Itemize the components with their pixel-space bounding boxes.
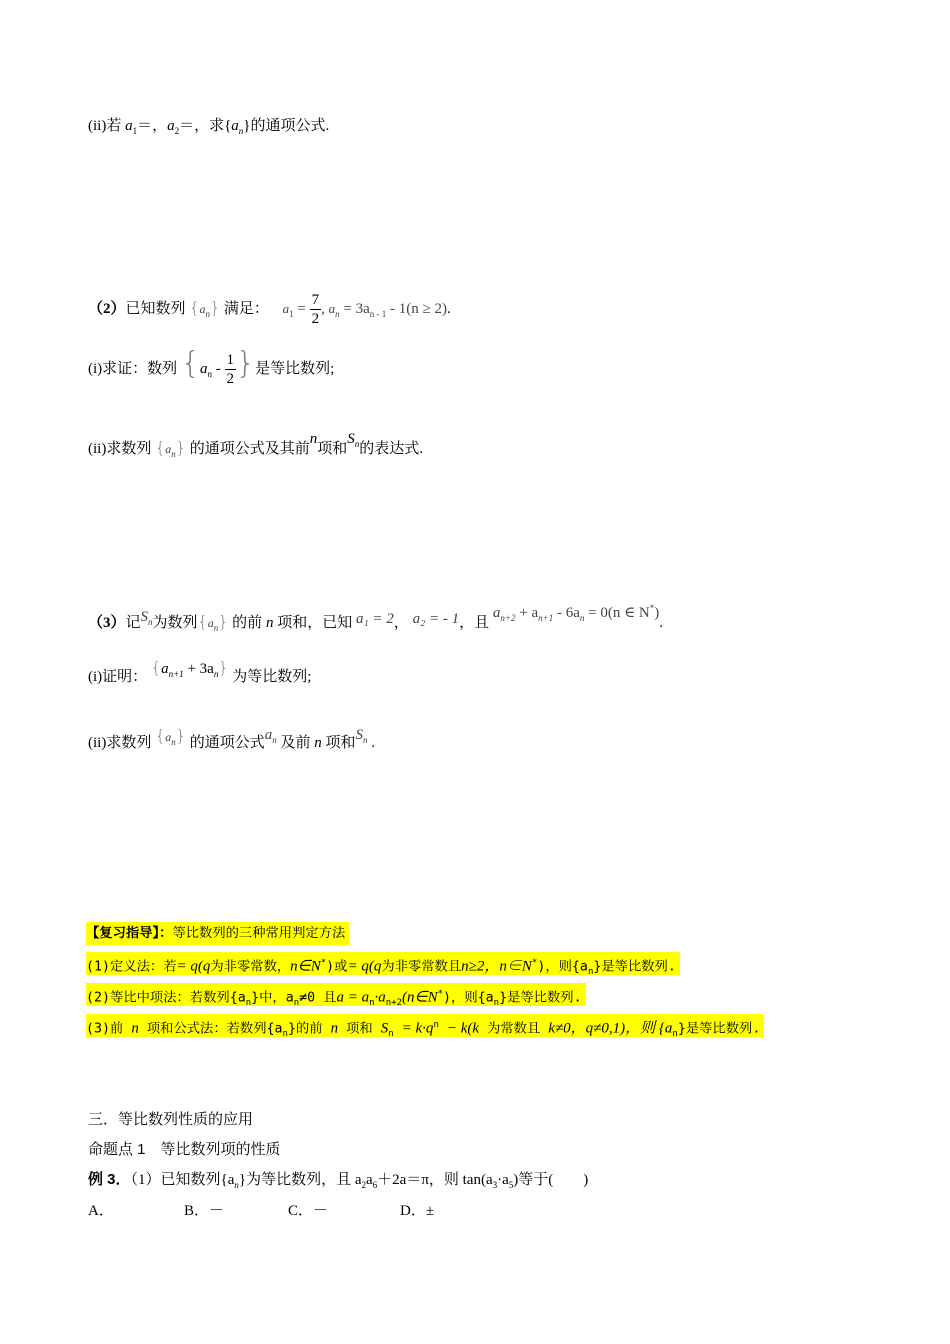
text: . — [659, 615, 663, 631]
frac-den: 2 — [311, 311, 320, 328]
text: }是等比数列. — [499, 990, 582, 1006]
text: 的表达式. — [359, 441, 423, 457]
text: 项和，已知 — [277, 615, 353, 631]
text: ， — [393, 615, 409, 631]
var: a — [200, 361, 208, 377]
text: 为常数且 — [487, 1021, 541, 1037]
fraction-7-2 — [310, 291, 322, 328]
var-n: n — [314, 735, 322, 751]
q3-line: （3）记$S_n$为数列$\{a_n\}$ 的前 n 项和，已知 a₁ = 2， a₂ = - 1，且 $a_{n+2} + a_{n+1} - 6a_n = 0(n$ ∈ N*). — [88, 603, 663, 633]
text: . — [371, 735, 375, 751]
text: (i)求证：数列 — [88, 361, 178, 377]
var: a — [282, 301, 290, 316]
text: ＝， — [137, 118, 168, 134]
section-heading: 三．等比数列性质的应用 — [88, 1111, 254, 1128]
text: ·a — [374, 989, 386, 1006]
text: 的通项公式 — [189, 735, 265, 751]
sub: n - 1 — [369, 309, 387, 319]
text: = q(q — [176, 958, 211, 975]
text: − k(k — [446, 1020, 480, 1037]
sub: 1 — [132, 126, 138, 136]
sub: n+1 — [168, 669, 184, 679]
guide-title-label: 【复习指导】： — [86, 926, 173, 941]
text: 项和公式法：若数列{a — [146, 1021, 283, 1037]
var-an: a — [231, 118, 239, 134]
q2-line: （2）已知数列 $\{a_n\}$ 满足： $a_1$ = $\frac{7}{2}$ , $a_n = 3a_{n - 1} - 1(n \ge 2)$. — [88, 292, 451, 328]
text: (ii)求数列 — [88, 441, 152, 457]
text: 的前 — [232, 615, 263, 631]
text: }是等比数列. — [677, 1021, 761, 1037]
text: (i)证明： — [88, 669, 148, 685]
q2-ii-line: (ii)求数列 $\{a_n\}$ 的通项公式及其前n项和$S_n$的表达式. — [88, 431, 423, 459]
text: 项和 — [325, 735, 356, 751]
sub: n — [354, 439, 360, 449]
frac-num: 1 — [226, 352, 235, 369]
var-an: a — [264, 727, 273, 743]
text: = k·q — [401, 1020, 434, 1037]
guide-line-2: (2)等比中项法：若数列$\{a_n\}$中，$a_n\ne 0$ 且$a = a_n\cdot a_{n+2}(n\in N^*)$，则$\{a_n\}$是等比数列. — [86, 983, 586, 1006]
text: ·a — [497, 1172, 509, 1188]
var-a2: a — [167, 118, 175, 134]
text: 是等比数列; — [255, 361, 335, 377]
text: (n∈N — [402, 989, 438, 1006]
text: 的通项公式及其前 — [189, 441, 310, 457]
text: }的前 — [287, 1021, 323, 1037]
var-n: n — [265, 615, 274, 631]
option-c[interactable]: C．－ — [288, 1203, 329, 1219]
example-label: 例 3． — [88, 1171, 131, 1188]
option-b[interactable]: B．－ — [184, 1203, 225, 1219]
text: n — [131, 1020, 139, 1037]
formula: = 3a — [343, 301, 370, 317]
text: = q(q — [347, 958, 382, 975]
text: k≠0，q≠0,1)，则 {a — [548, 1020, 673, 1037]
formula: = 0(n ∈ N — [588, 605, 650, 621]
example-line: 例 3．（1）已知数列$\{a_n\}$为等比数列，且 $a_2a_6+2a=\pi$，则 $\tan(a_3\cdot a_5)$等于( ) — [88, 1171, 589, 1190]
guide-line-3: (3)前 n 项和公式法：若数列$\{a_n\}$的前 n 项和 $S_n = k\cdot q^n - k(k$ 为常数且 k≠0，q≠0,1)，则 $\{a_n\}$是等比数列. — [86, 1014, 764, 1037]
condition-a1: a₁ = 2 — [355, 611, 394, 627]
var-S: S — [140, 609, 149, 625]
text: n∈N — [290, 958, 321, 975]
text: 为非零常数且 — [381, 959, 462, 975]
p1-line — [88, 116, 329, 141]
formula: + 3a — [187, 661, 214, 677]
text: (2)等比中项法：若数列{a — [86, 990, 246, 1006]
text: }是等比数列. — [593, 959, 676, 975]
text: n≥2，n∈N — [461, 958, 532, 975]
var: a — [492, 605, 501, 621]
text: (3)前 — [86, 1021, 124, 1037]
sub: n — [579, 613, 585, 623]
text: 项和 — [346, 1021, 373, 1037]
guide-title — [86, 922, 349, 945]
text: 为等比数列; — [232, 669, 312, 685]
formula: - 1(n ≥ 2) — [390, 301, 447, 317]
option-d[interactable]: D．± — [400, 1203, 435, 1219]
formula: - 6a — [556, 605, 580, 621]
text: a — [365, 1172, 373, 1188]
var-n: n — [309, 431, 318, 447]
var: a — [199, 302, 206, 316]
sup: * — [649, 603, 655, 613]
text: 项和 — [317, 441, 348, 457]
guide-title-text: 等比数列的三种常用判定方法 — [172, 926, 346, 941]
text: }的通项公式. — [243, 118, 330, 134]
formula: + a — [519, 605, 539, 621]
q2-i-line — [88, 346, 334, 392]
text: (ii)若 — [88, 118, 126, 134]
text: }中，a — [251, 990, 294, 1006]
text: 及前 — [280, 735, 311, 751]
sub: n — [207, 369, 213, 379]
sub: n+1 — [538, 613, 554, 623]
minus: - — [215, 361, 221, 377]
fraction-1-2 — [225, 351, 237, 388]
text: 为数列 — [152, 615, 198, 631]
q2-label: （2） — [88, 301, 126, 317]
text: S — [380, 1020, 389, 1037]
text: ＝，求{ — [179, 118, 232, 134]
text: ＋2a＝π，则 tan(a — [377, 1172, 493, 1188]
seq-brace: { — [189, 298, 200, 317]
var: a — [161, 661, 169, 677]
topic-heading: 命题点 1 等比数列项的性质 — [88, 1141, 281, 1158]
sub: n — [148, 617, 153, 627]
seq-brace: } — [209, 298, 221, 317]
text: 满足： — [223, 301, 269, 317]
text: a = a — [336, 989, 370, 1006]
text: ≠0 且 — [299, 990, 337, 1006]
q3-ii-line: (ii)求数列 {$^a_n$} 的通项公式$a_n$ 及前 n 项和$S_n$ . — [88, 726, 375, 751]
brace: { — [180, 346, 201, 381]
option-a[interactable]: A． — [88, 1203, 114, 1219]
sub: n — [205, 309, 210, 319]
q3-i-line: (i)证明： $\{a_{n+1} + 3a_n\}$ 为等比数列; — [88, 658, 312, 685]
text: )，则{a — [537, 959, 588, 975]
text: )等于( ) — [513, 1172, 589, 1188]
q3-label: （3） — [88, 615, 126, 631]
text: )或 — [326, 959, 348, 975]
frac-den: 2 — [226, 371, 235, 388]
sub: 1 — [289, 309, 294, 319]
formula: ) — [654, 605, 660, 621]
text: . — [446, 301, 451, 317]
text: (ii)求数列 — [88, 735, 152, 751]
guide-line-1: (1)定义法：若= q(q为非零常数，n∈N*)或= q(q为非零常数且n≥2，n∈N*)，则$\{a_n\}$是等比数列. — [86, 952, 680, 975]
var-S: S — [347, 431, 355, 447]
text: ，且 — [459, 615, 490, 631]
text: (1)定义法：若 — [86, 959, 177, 975]
text: （1）已知数列{a — [130, 1172, 235, 1188]
brace: } — [236, 346, 256, 381]
condition-a2: a₂ = - 1 — [412, 611, 460, 627]
sub: n+2 — [500, 613, 516, 623]
text: 记 — [125, 615, 141, 631]
text: }为等比数列，且 a — [238, 1172, 362, 1188]
text: 为非零常数， — [210, 959, 291, 975]
var-a1: a — [125, 118, 133, 134]
text: 已知数列 — [125, 301, 186, 317]
text: )，则{a — [443, 990, 494, 1006]
sub: n — [238, 126, 244, 136]
var-S: S — [355, 727, 363, 743]
frac-num: 7 — [311, 292, 320, 309]
sub: 2 — [174, 126, 180, 136]
options-line — [88, 1201, 434, 1221]
